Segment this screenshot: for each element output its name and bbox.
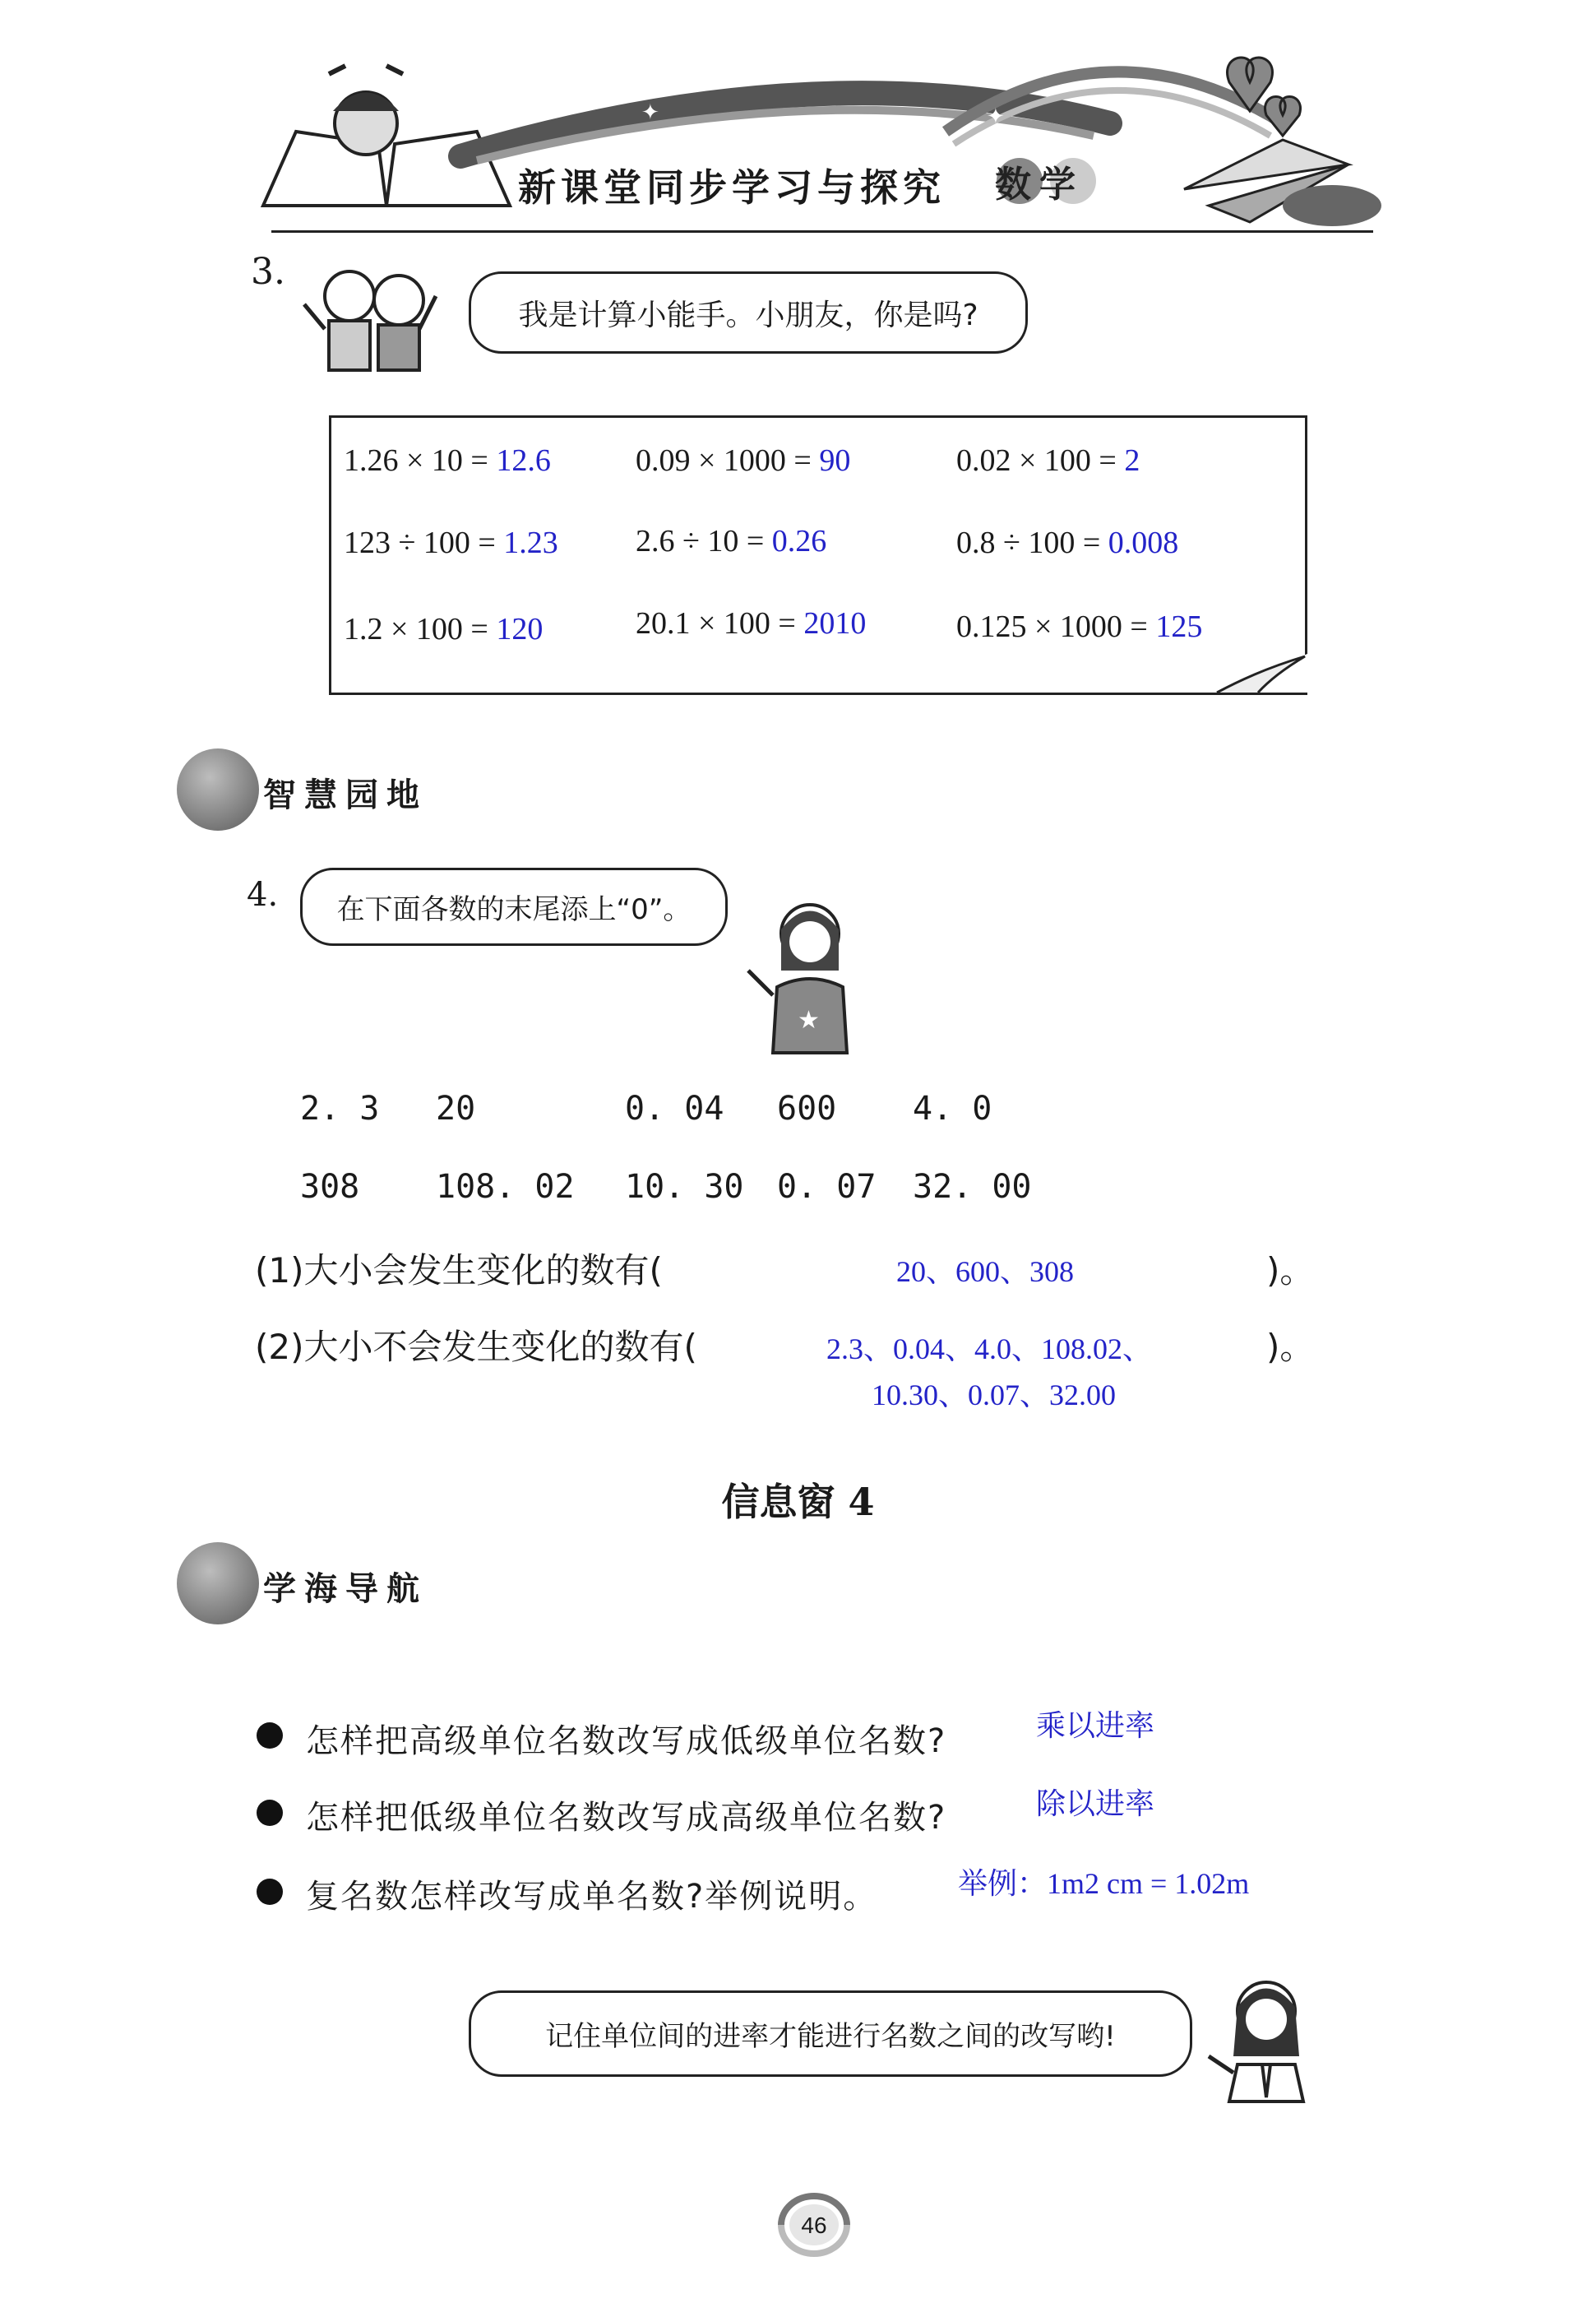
question-3-speech-bubble: 我是计算小能手。小朋友，你是吗? — [469, 271, 1028, 354]
number-item: 0. 07 — [777, 1168, 877, 1206]
paper-plane-illustration — [1184, 140, 1381, 226]
reading-girl-illustration — [263, 66, 510, 206]
calc-item: 1.26 × 10 = 12.6 — [344, 443, 551, 478]
bullet-icon — [257, 1879, 283, 1905]
question-4-part-2-label: (2)大小不会发生变化的数有( — [255, 1327, 697, 1367]
calc-item: 2.6 ÷ 10 = 0.26 — [636, 524, 827, 558]
calculation-box — [329, 415, 1307, 695]
question-4-part-2-answer-line-2: 10.30、0.07、32.00 — [872, 1379, 1117, 1411]
hearts-decoration — [1228, 58, 1301, 136]
reminder-speech-bubble: 记住单位间的进率才能进行名数之间的改写哟! — [469, 1990, 1192, 2077]
calc-item: 123 ÷ 100 = 1.23 — [344, 526, 558, 560]
number-item: 4. 0 — [913, 1090, 992, 1128]
bullet-question: 怎样把低级单位名数改写成高级单位名数? — [306, 1799, 947, 1837]
number-item: 108. 02 — [436, 1168, 575, 1206]
number-item: 308 — [300, 1168, 360, 1206]
svg-text:✦: ✦ — [987, 104, 1005, 129]
number-item: 20 — [436, 1090, 476, 1128]
bullet-answer: 乘以进率 — [1036, 1709, 1155, 1743]
calc-item: 1.2 × 100 = 120 — [344, 612, 544, 646]
number-item: 0. 04 — [625, 1090, 724, 1128]
bullet-icon — [257, 1722, 283, 1749]
number-item: 600 — [777, 1090, 837, 1128]
number-item: 2. 3 — [300, 1090, 380, 1128]
calc-item: 0.02 × 100 = 2 — [956, 443, 1140, 478]
page-curl-decoration — [1209, 654, 1307, 695]
bullet-answer: 除以进率 — [1036, 1787, 1155, 1821]
header-subject: 数学 — [995, 164, 1084, 206]
calc-item: 0.09 × 1000 = 90 — [636, 443, 851, 478]
question-4-part-1-close: )。 — [1266, 1250, 1315, 1291]
question-4-part-1-answer: 20、600、308 — [896, 1255, 1075, 1288]
calc-item: 0.8 ÷ 100 = 0.008 — [956, 526, 1179, 560]
kids-illustration — [292, 247, 456, 378]
section-title-navigation: 学海导航 — [263, 1570, 428, 1608]
header-rule — [271, 230, 1373, 233]
question-4-speech-bubble: 在下面各数的末尾添上“0”。 — [300, 868, 728, 946]
question-4-part-2-answer-line-1: 2.3、0.04、4.0、108.02、 — [826, 1332, 1153, 1365]
svg-text:★: ★ — [798, 1006, 820, 1035]
bullet-question: 复名数怎样改写成单名数?举例说明。 — [306, 1878, 878, 1916]
bullet-answer: 举例：1m2 cm = 1.02m — [958, 1867, 1250, 1900]
calc-item: 0.125 × 1000 = 125 — [956, 609, 1203, 644]
boy-mascot-icon — [177, 1542, 259, 1624]
student-girl-illustration — [1200, 1974, 1324, 2106]
question-3-number: 3. — [251, 251, 285, 293]
bullet-question: 怎样把高级单位名数改写成低级单位名数? — [306, 1722, 947, 1760]
section-title-wisdom: 智慧园地 — [263, 776, 428, 814]
girl-teacher-illustration — [740, 897, 863, 1061]
number-item: 10. 30 — [625, 1168, 744, 1206]
page-number: 46 — [801, 2213, 827, 2238]
calc-item: 20.1 × 100 = 2010 — [636, 606, 867, 641]
question-4-part-1-label: (1)大小会发生变化的数有( — [255, 1250, 663, 1291]
bullet-icon — [257, 1800, 283, 1826]
info-window-title: 信息窗 4 — [721, 1480, 875, 1524]
header-title: 新课堂同步学习与探究 — [518, 165, 946, 210]
number-item: 32. 00 — [913, 1168, 1032, 1206]
question-4-number: 4. — [247, 876, 279, 914]
question-4-part-2-close: )。 — [1266, 1327, 1315, 1367]
svg-text:✦: ✦ — [641, 100, 659, 125]
boy-mascot-icon — [177, 748, 259, 831]
